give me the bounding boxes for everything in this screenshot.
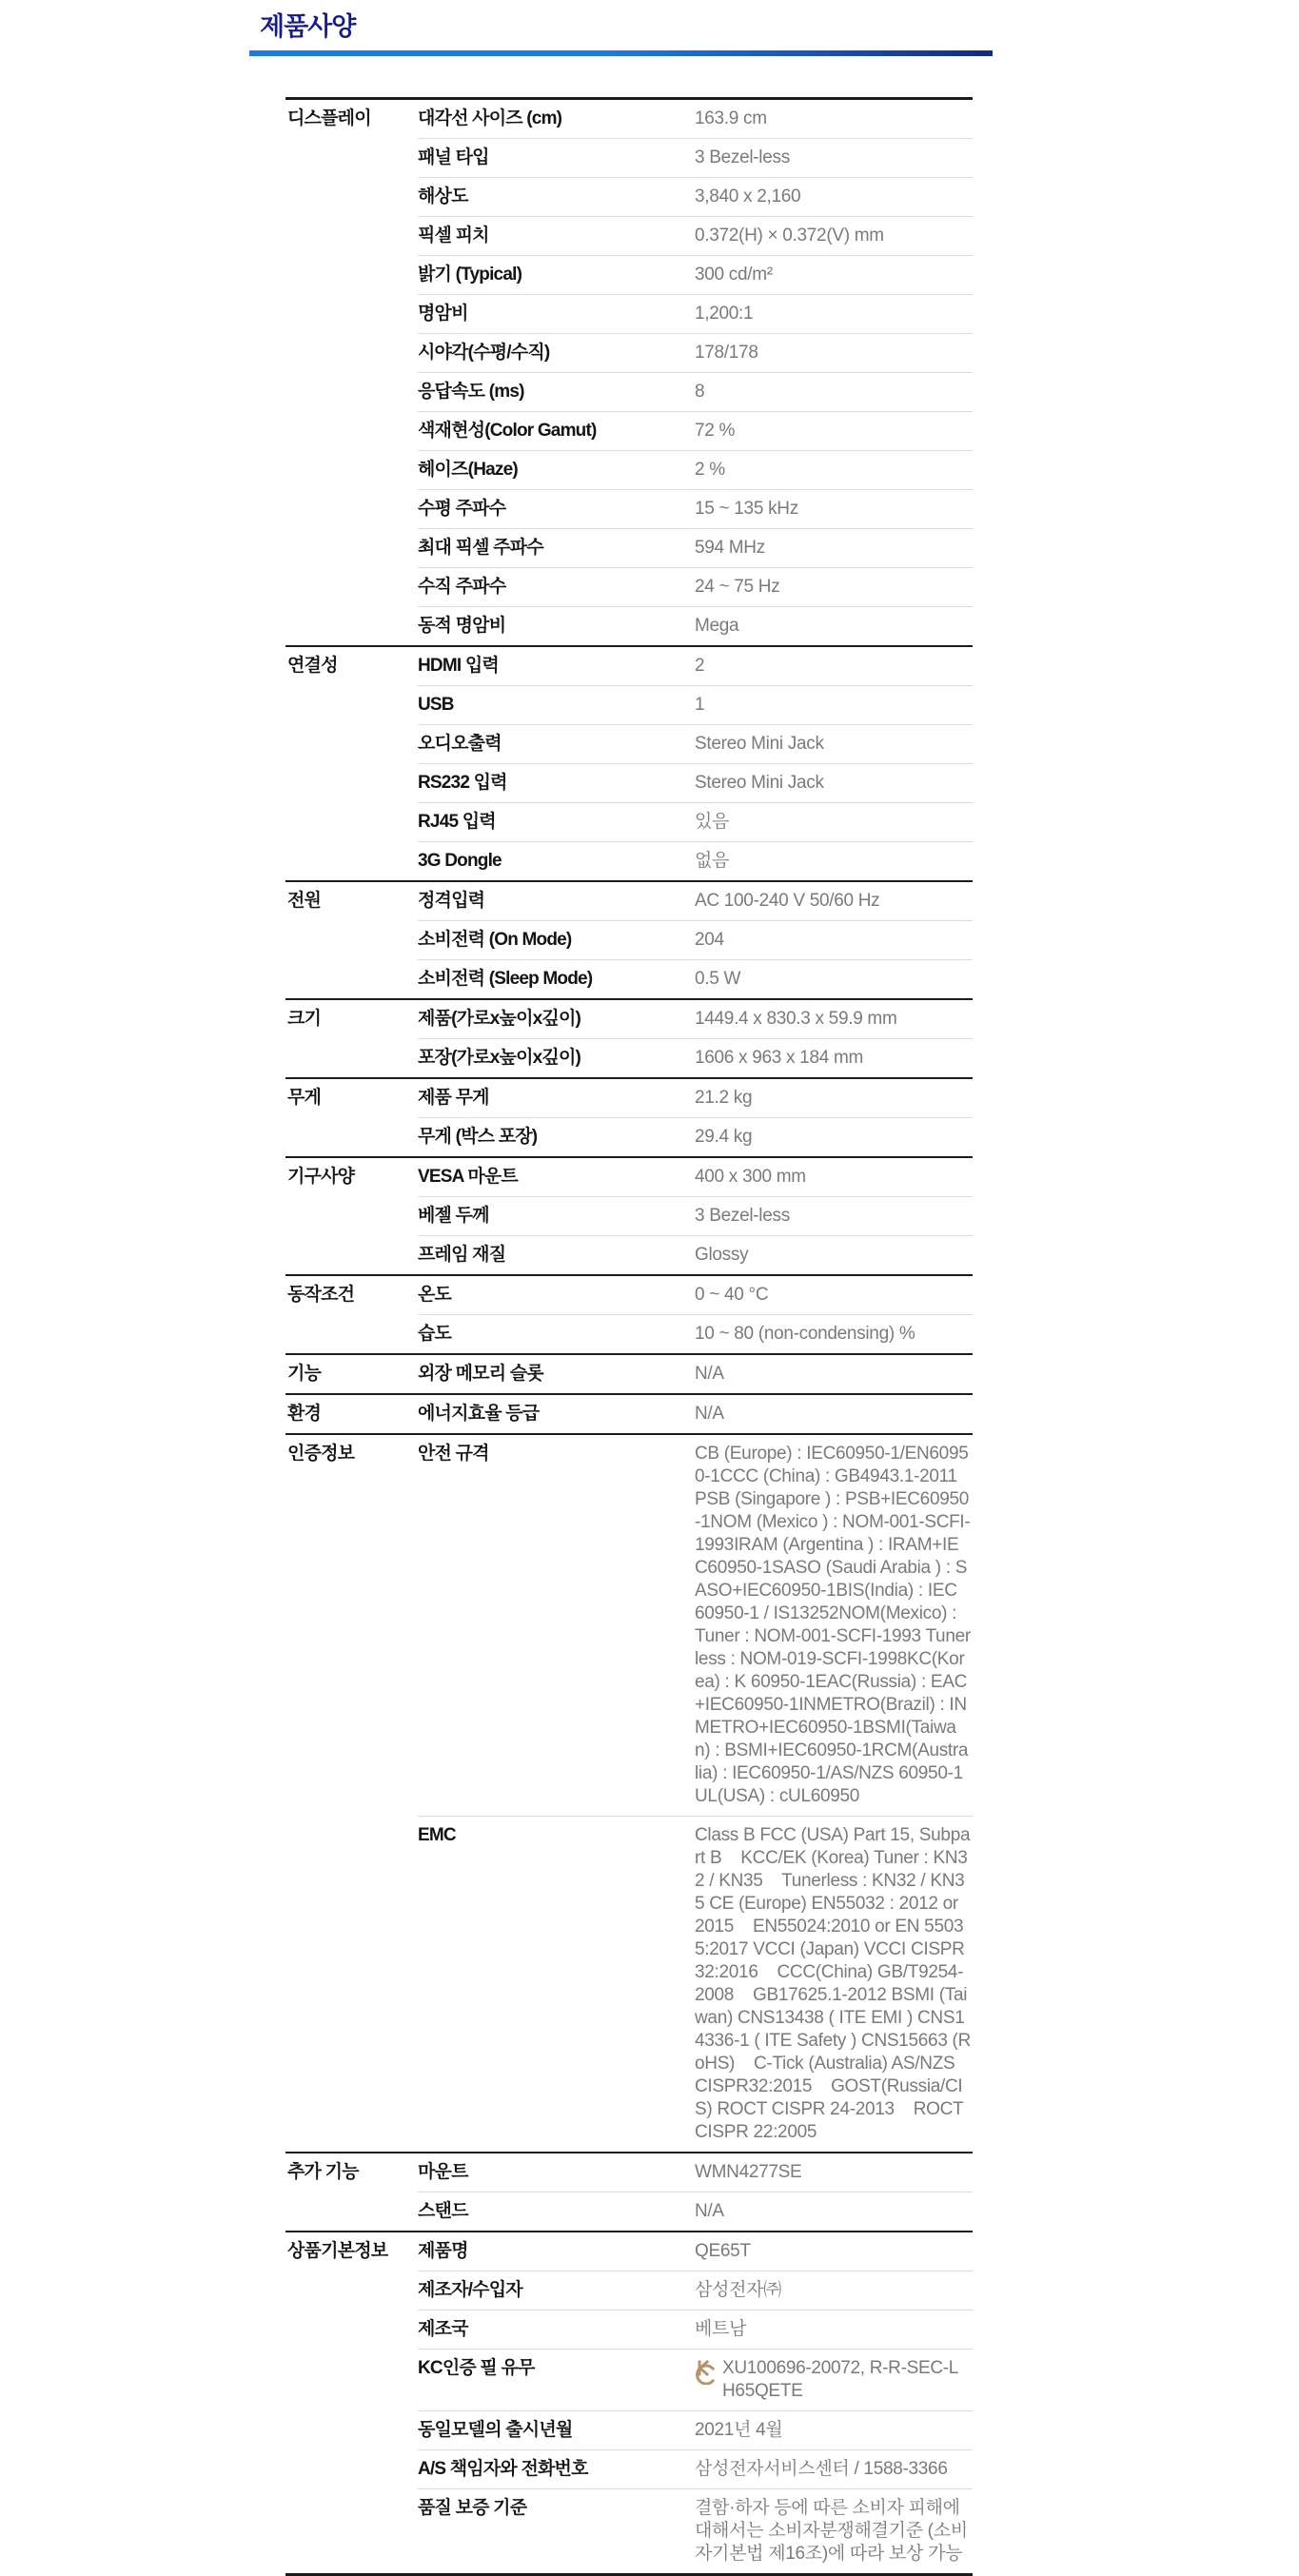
spec-value: 1 — [695, 695, 705, 716]
spec-row — [418, 802, 973, 841]
spec-name: 최대 픽셀 주파수 — [418, 538, 543, 559]
category-label: 환경 — [287, 1404, 322, 1425]
section-rows — [418, 1276, 973, 1353]
spec-table — [285, 97, 973, 2576]
spec-name: HDMI 입력 — [418, 656, 499, 677]
spec-name: 프레임 재질 — [418, 1245, 506, 1266]
spec-value: 1,200:1 — [695, 304, 754, 324]
spec-row — [418, 841, 973, 880]
spec-name: 시야각(수평/수직) — [418, 343, 550, 364]
spec-name: 동일모델의 출시년월 — [418, 2420, 573, 2441]
spec-value: Stereo Mini Jack — [695, 773, 824, 794]
spec-value: N/A — [695, 2201, 724, 2222]
spec-row — [418, 2488, 973, 2573]
spec-name: 대각선 사이즈 (cm) — [418, 108, 562, 129]
spec-section — [285, 100, 973, 645]
spec-value: 0.5 W — [695, 969, 741, 990]
spec-name: 소비전력 (Sleep Mode) — [418, 969, 593, 990]
spec-value: 0.372(H) × 0.372(V) mm — [695, 226, 884, 246]
spec-value: 2 % — [695, 460, 725, 481]
spec-row — [418, 1276, 973, 1314]
spec-row — [418, 606, 973, 645]
spec-row — [418, 1395, 973, 1433]
spec-name: 오디오출력 — [418, 734, 502, 755]
section-rows — [418, 1000, 973, 1077]
spec-section — [285, 880, 973, 998]
page-header — [249, 0, 993, 56]
spec-value: Stereo Mini Jack — [695, 734, 824, 755]
section-rows — [418, 100, 973, 645]
spec-name: 명암비 — [418, 304, 468, 324]
spec-row — [418, 100, 973, 138]
category-label: 무게 — [287, 1088, 322, 1109]
spec-name: USB — [418, 695, 454, 716]
spec-name: KC인증 필 유무 — [418, 2358, 535, 2379]
spec-value: 24 ~ 75 Hz — [695, 577, 780, 598]
spec-row — [418, 372, 973, 411]
spec-row — [418, 1816, 973, 2152]
spec-row — [418, 647, 973, 685]
spec-value: N/A — [695, 1404, 724, 1425]
spec-value: 3 Bezel-less — [695, 147, 790, 168]
spec-value — [695, 2350, 973, 2410]
spec-row — [418, 1000, 973, 1038]
spec-row — [418, 920, 973, 959]
category-label: 상품기본정보 — [287, 2241, 388, 2262]
spec-value: 204 — [695, 930, 724, 951]
spec-value: 400 x 300 mm — [695, 1167, 806, 1188]
spec-row — [418, 294, 973, 333]
spec-row — [418, 1235, 973, 1274]
spec-row — [418, 2310, 973, 2349]
spec-row — [418, 138, 973, 177]
spec-value: Glossy — [695, 1245, 749, 1266]
spec-row — [418, 2449, 973, 2488]
page-title: 제품사양 — [260, 12, 356, 41]
spec-name: 색재현성(Color Gamut) — [418, 421, 597, 442]
spec-row — [418, 1355, 973, 1393]
spec-name: 외장 메모리 슬롯 — [418, 1364, 543, 1385]
spec-name: 품질 보증 기준 — [418, 2498, 527, 2519]
spec-value: 8 — [695, 382, 705, 403]
spec-value: 29.4 kg — [695, 1127, 753, 1148]
spec-name: 제조자/수입자 — [418, 2280, 522, 2301]
spec-row — [418, 2349, 973, 2410]
spec-row — [418, 882, 973, 920]
spec-value: N/A — [695, 1364, 724, 1385]
spec-name: 소비전력 (On Mode) — [418, 930, 572, 951]
spec-value: 베트남 — [695, 2319, 747, 2340]
section-rows — [418, 1079, 973, 1156]
spec-value: Mega — [695, 616, 739, 637]
spec-row — [418, 489, 973, 528]
spec-value: 결함·하자 등에 따른 소비자 피해에 대해서는 소비자분쟁해결기준 (소비자기본법 제16조)에 따라 보상 가능 — [695, 2498, 968, 2565]
spec-name: 포장(가로x높이x깊이) — [418, 1048, 581, 1069]
spec-name: 마운트 — [418, 2162, 468, 2183]
spec-name: 패널 타입 — [418, 147, 489, 168]
title-underline — [249, 50, 993, 56]
category-label: 디스플레이 — [287, 108, 371, 129]
spec-name: 응답속도 (ms) — [418, 382, 524, 403]
spec-name: 스탠드 — [418, 2201, 468, 2222]
spec-value: 300 cd/m² — [695, 265, 773, 285]
spec-value: QE65T — [695, 2241, 751, 2262]
section-rows — [418, 1158, 973, 1274]
spec-value: 삼성전자㈜ — [695, 2280, 781, 2301]
spec-row — [418, 1158, 973, 1196]
spec-name: RS232 입력 — [418, 773, 507, 794]
spec-value: 1606 x 963 x 184 mm — [695, 1048, 864, 1069]
section-rows — [418, 2232, 973, 2573]
spec-section — [285, 1353, 973, 1393]
spec-section — [285, 2152, 973, 2231]
spec-value: 0 ~ 40 °C — [695, 1285, 769, 1306]
spec-name: 제품명 — [418, 2241, 468, 2262]
spec-row — [418, 567, 973, 606]
spec-row — [418, 528, 973, 567]
spec-name: 제품(가로x높이x깊이) — [418, 1009, 581, 1030]
spec-value: 3 Bezel-less — [695, 1206, 790, 1227]
section-rows — [418, 1355, 973, 1393]
spec-name: 제조국 — [418, 2319, 468, 2340]
spec-value: 있음 — [695, 812, 730, 833]
spec-name: 베젤 두께 — [418, 1206, 489, 1227]
spec-section — [285, 645, 973, 880]
spec-name: 수평 주파수 — [418, 499, 506, 520]
spec-name: 정격입력 — [418, 891, 485, 912]
category-label: 전원 — [287, 891, 322, 912]
spec-value: AC 100-240 V 50/60 Hz — [695, 891, 880, 912]
spec-section — [285, 1156, 973, 1274]
section-rows — [418, 647, 973, 880]
spec-name: 3G Dongle — [418, 851, 502, 872]
section-rows — [418, 2153, 973, 2231]
spec-name: EMC — [418, 1825, 456, 1846]
spec-row — [418, 2232, 973, 2271]
spec-name: 무게 (박스 포장) — [418, 1127, 538, 1148]
spec-value: 3,840 x 2,160 — [695, 187, 801, 207]
spec-name: 동적 명암비 — [418, 616, 506, 637]
spec-value: 163.9 cm — [695, 108, 767, 129]
spec-row — [418, 2271, 973, 2310]
category-label: 기구사양 — [287, 1167, 355, 1188]
spec-section — [285, 998, 973, 1077]
spec-row — [418, 1079, 973, 1117]
spec-row — [418, 1038, 973, 1077]
section-rows — [418, 1395, 973, 1433]
spec-value: 2021년 4월 — [695, 2420, 783, 2441]
spec-row — [418, 1314, 973, 1353]
spec-value: 15 ~ 135 kHz — [695, 499, 798, 520]
spec-row — [418, 216, 973, 255]
spec-section — [285, 1077, 973, 1156]
category-label: 기능 — [287, 1364, 322, 1385]
spec-section — [285, 1433, 973, 2152]
spec-name: 제품 무게 — [418, 1088, 489, 1109]
spec-value: 없음 — [695, 851, 730, 872]
spec-name: A/S 책임자와 전화번호 — [418, 2459, 588, 2480]
spec-row — [418, 763, 973, 802]
spec-value: 2 — [695, 656, 705, 677]
spec-name: 온도 — [418, 1285, 452, 1306]
category-label: 추가 기능 — [287, 2162, 359, 2183]
section-rows — [418, 1435, 973, 2152]
spec-value: 10 ~ 80 (non-condensing) % — [695, 1324, 915, 1345]
spec-name: 해상도 — [418, 187, 468, 207]
spec-row — [418, 724, 973, 763]
spec-name: 습도 — [418, 1324, 452, 1345]
kc-certification-icon — [695, 2360, 716, 2385]
spec-name: RJ45 입력 — [418, 812, 496, 833]
spec-name: 에너지효율 등급 — [418, 1404, 540, 1425]
kc-certification-number: XU100696-20072, R-R-SEC-LH65QETE — [722, 2358, 959, 2402]
category-label: 동작조건 — [287, 1285, 355, 1306]
spec-row — [418, 333, 973, 372]
section-rows — [418, 882, 973, 998]
spec-row — [418, 177, 973, 216]
spec-name: 안전 규격 — [418, 1444, 489, 1465]
category-label: 크기 — [287, 1009, 322, 1030]
spec-value: 삼성전자서비스센터 / 1588-3366 — [695, 2459, 948, 2480]
spec-row — [418, 1117, 973, 1156]
spec-row — [418, 450, 973, 489]
spec-row — [418, 255, 973, 294]
spec-row — [418, 1196, 973, 1235]
spec-row — [418, 959, 973, 998]
spec-section — [285, 1393, 973, 1433]
spec-value: Class B FCC (USA) Part 15, Subpart B KCC/EK (Korea) Tuner : KN32 / KN35 Tunerless : KN32 / KN35 CE (Europe) EN55032 : 2012 or 2015 EN55024:2010 or EN 55035:2017 VCCI (Japan) VCCI CISPR32:2016 CCC(China) GB/T9254-2008 GB17625.1-2012 BSMI (Taiwan) CNS13438 ( ITE EMI ) CNS14336-1 ( ITE Safety ) CNS15663 (RoHS) C-Tick (Australia) AS/NZS CISPR32:2015 GOST(Russia/CIS) ROCT CISPR 24-2013 ROCT CISPR 22:2005 — [695, 1825, 972, 2143]
spec-section — [285, 2231, 973, 2573]
spec-value: CB (Europe) : IEC60950-1/EN60950-1CCC (China) : GB4943.1-2011 PSB (Singapore ) : PSB+IEC60950-1NOM (Mexico ) : NOM-001-SCFI-1993IRAM (Argentina ) : IRAM+IEC60950-1SASO (Saudi Arabia ) : SASO+IEC60950-1BIS(India) : IEC 60950-1 / IS13252NOM(Mexico) : Tuner : NOM-001-SCFI-1993 Tunerless : NOM-019-SCFI-1998KC(Korea) : K 60950-1EAC(Russia) : EAC+IEC60950-1INMETRO(Brazil) : INMETRO+IEC60950-1BSMI(Taiwan) : BSMI+IEC60950-1RCM(Australia) : IEC60950-1/AS/NZS 60950-1UL(USA) : cUL60950 — [695, 1444, 971, 1807]
spec-value: 594 MHz — [695, 538, 765, 559]
spec-row — [418, 2410, 973, 2449]
spec-value: 72 % — [695, 421, 736, 442]
spec-name: 밝기 (Typical) — [418, 265, 522, 285]
spec-row — [418, 685, 973, 724]
spec-value: WMN4277SE — [695, 2162, 802, 2183]
spec-name: 헤이즈(Haze) — [418, 460, 518, 481]
spec-row — [418, 1435, 973, 1816]
spec-row — [418, 2192, 973, 2231]
spec-row — [418, 2153, 973, 2192]
spec-value: 1449.4 x 830.3 x 59.9 mm — [695, 1009, 897, 1030]
spec-value: 21.2 kg — [695, 1088, 753, 1109]
spec-name: 픽셀 피치 — [418, 226, 489, 246]
spec-value: 178/178 — [695, 343, 758, 364]
spec-row — [418, 411, 973, 450]
spec-name: VESA 마운트 — [418, 1167, 518, 1188]
spec-section — [285, 1274, 973, 1353]
spec-name: 수직 주파수 — [418, 577, 506, 598]
category-label: 인증정보 — [287, 1444, 355, 1465]
category-label: 연결성 — [287, 656, 338, 677]
